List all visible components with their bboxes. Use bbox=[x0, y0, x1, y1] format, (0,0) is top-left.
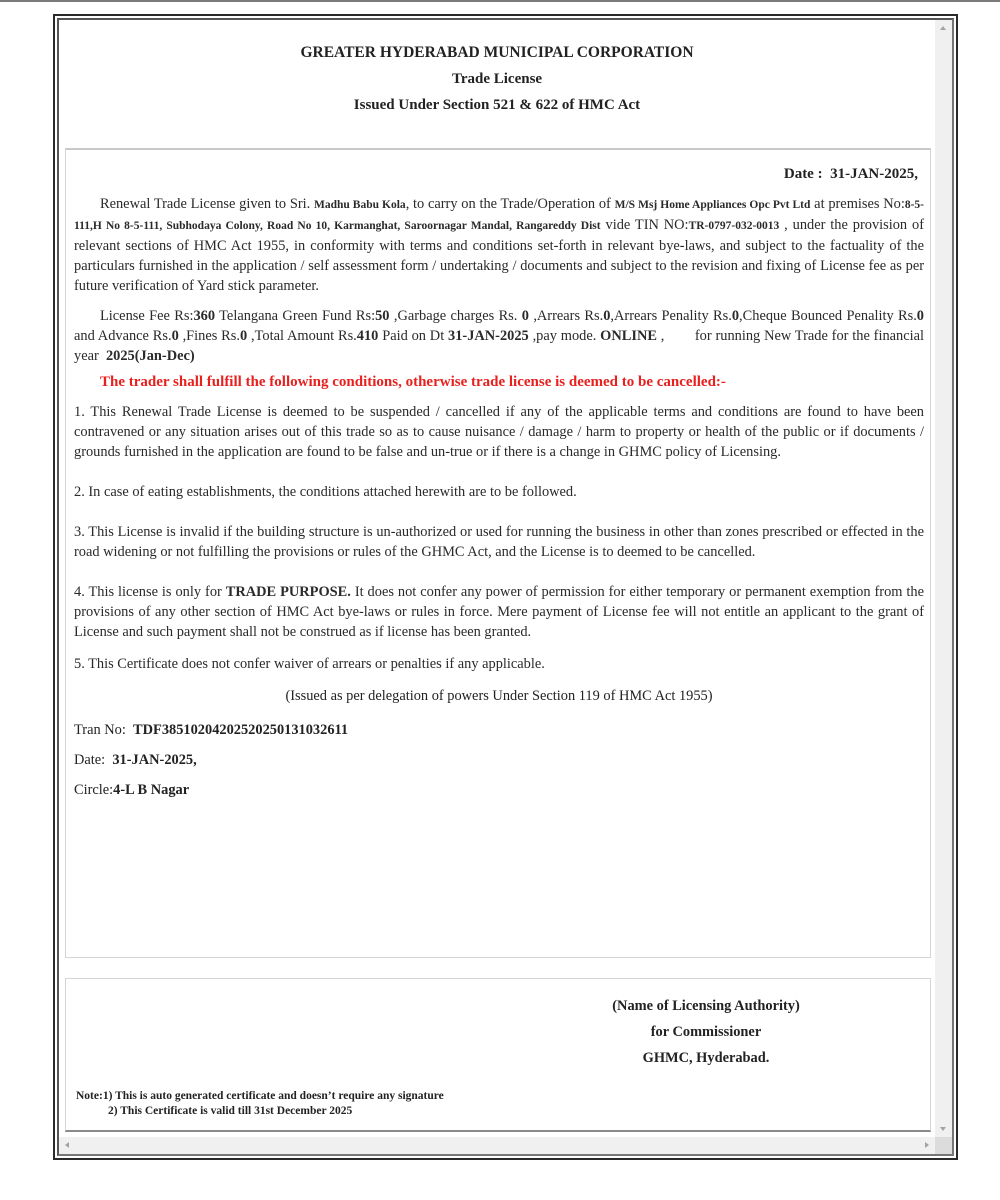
footnotes bbox=[76, 1089, 444, 1119]
condition-2: 2. In case of eating establishments, the conditions attached herewith are to be followed. bbox=[74, 484, 577, 500]
certificate-viewport bbox=[59, 20, 935, 1137]
text: and Advance Rs. bbox=[74, 328, 172, 344]
cheque-penalty: 0 bbox=[916, 308, 924, 324]
text: ,Fines Rs. bbox=[178, 328, 240, 344]
scroll-left-icon[interactable] bbox=[65, 1142, 69, 1148]
text: , for running New Trade for the financial year bbox=[74, 328, 928, 364]
text: , under the provision of relevant sections of HMC Act 1955, in conformity with terms and conditions set-forth in relevant bye-laws, and subject to the factuality of the particulars furnished in the application / self assessment form / undertaking / documents and subject to the revision and fixing of License fee as per future verification of Yard stick parameter. bbox=[74, 217, 924, 294]
meta-date bbox=[74, 750, 924, 770]
issue-date-value: 31-JAN-2025, bbox=[830, 166, 918, 182]
text: It does not confer any power of permission for either temporary or permanent exemption from the provisions of any other section of HMC Act bye-laws or rules in force. Mere payment of License fee will not entitle an applicant to the grant of License and such payment shall not be construed as if license has been granted. bbox=[74, 584, 925, 640]
authority-office: GHMC, Hyderabad. bbox=[642, 1050, 770, 1066]
license-paragraph bbox=[74, 194, 924, 296]
fines: 0 bbox=[239, 328, 248, 344]
transaction-number bbox=[74, 720, 924, 740]
text: 4. This license is only for bbox=[74, 584, 226, 600]
garbage-charges: 0 bbox=[521, 308, 529, 324]
financial-year: 2025(Jan-Dec) bbox=[105, 348, 195, 364]
firm-name: M/S Msj Home Appliances Opc Pvt Ltd bbox=[614, 199, 811, 211]
holder-name: Madhu Babu Kola bbox=[313, 199, 406, 211]
scroll-up-icon[interactable] bbox=[940, 26, 946, 30]
trade-purpose: TRADE PURPOSE. bbox=[225, 584, 351, 600]
condition-5: 5. This Certificate does not confer waiver of arrears or penalties if any applicable. bbox=[74, 656, 545, 672]
document-title: Trade License bbox=[451, 71, 543, 87]
circle-value: 4-L B Nagar bbox=[113, 782, 190, 798]
license-body bbox=[65, 148, 931, 958]
issue-date bbox=[74, 164, 924, 184]
text: ,Cheque Bounced Penality Rs. bbox=[739, 308, 917, 324]
tin-number: TR-0797-032-0013 bbox=[688, 220, 780, 232]
text: Paid on Dt bbox=[378, 328, 449, 344]
condition-4 bbox=[74, 582, 924, 642]
label: Tran No: bbox=[74, 722, 134, 738]
text: Telangana Green Fund Rs: bbox=[215, 308, 376, 324]
condition-3: 3. This License is invalid if the building structure is un-authorized or used for running the business in other than zones prescribed or effected in the road widening or not fulfilling the provisions or rules of the GHMC Act, and the License is to deemed to be cancelled. bbox=[74, 524, 924, 560]
text: ,Total Amount Rs. bbox=[247, 328, 357, 344]
issued-note: (Issued as per delegation of powers Under Section 119 of HMC Act 1955) bbox=[285, 688, 713, 704]
label: Circle: bbox=[74, 782, 114, 798]
pay-mode: ONLINE bbox=[600, 328, 657, 344]
premises-address: 8-5-111,H No 8-5-111, Subhodaya Colony, Road No 10, Karmanghat, Saroornagar Mandal, Rangareddy Dist bbox=[74, 199, 924, 232]
vertical-scrollbar[interactable] bbox=[935, 20, 952, 1137]
note-2: 2) This Certificate is valid till 31st December 2025 bbox=[108, 1105, 353, 1117]
advance: 0 bbox=[171, 328, 179, 344]
text: Renewal Trade License given to Sri. bbox=[100, 196, 314, 212]
scrollbar-corner bbox=[935, 1137, 952, 1154]
scroll-container bbox=[57, 18, 954, 1156]
certificate-header bbox=[59, 20, 935, 148]
green-fund: 50 bbox=[375, 308, 390, 324]
date-value: 31-JAN-2025, bbox=[112, 752, 197, 768]
arrears-penalty: 0 bbox=[731, 308, 740, 324]
text: at premises No: bbox=[810, 196, 905, 212]
org-title: GREATER HYDERABAD MUNICIPAL CORPORATION bbox=[300, 44, 694, 61]
signature-block bbox=[586, 993, 826, 1071]
authority-name: (Name of Licensing Authority) bbox=[612, 998, 800, 1014]
total-amount: 410 bbox=[356, 328, 379, 344]
note-1: Note:1) This is auto generated certificate and doesn’t require any signature bbox=[76, 1090, 444, 1102]
top-rule bbox=[0, 0, 1000, 2]
authority-for: for Commissioner bbox=[650, 1024, 762, 1040]
text: vide TIN NO: bbox=[600, 217, 689, 233]
cancellation-warning: The trader shall fulfill the following conditions, otherwise trade license is deemed to be cancelled:- bbox=[100, 374, 726, 390]
text: ,pay mode. bbox=[528, 328, 601, 344]
signature-section bbox=[65, 978, 931, 1132]
tran-no-value: TDF38510204202520250131032611 bbox=[133, 722, 349, 738]
issue-date-label: Date : bbox=[783, 166, 823, 182]
text: License Fee Rs: bbox=[100, 308, 194, 324]
scroll-right-icon[interactable] bbox=[925, 1142, 929, 1148]
label: Date: bbox=[74, 752, 113, 768]
certificate-frame bbox=[53, 14, 958, 1160]
paid-date: 31-JAN-2025 bbox=[448, 328, 529, 344]
horizontal-scrollbar[interactable] bbox=[59, 1137, 935, 1154]
text: , to carry on the Trade/Operation of bbox=[405, 196, 615, 212]
circle bbox=[74, 780, 924, 800]
arrears: 0 bbox=[603, 308, 611, 324]
scroll-down-icon[interactable] bbox=[940, 1127, 946, 1131]
document-subtitle: Issued Under Section 521 & 622 of HMC Act bbox=[353, 97, 641, 113]
license-fee: 360 bbox=[193, 308, 216, 324]
condition-1: 1. This Renewal Trade License is deemed to be suspended / cancelled if any of the applicable terms and conditions are found to have been contravened or any situation arises out of this trade so as to cause nuisance / damage / harm to property or health of the public or if documents / grounds furnished in the application are found to be false and un-true or if there is a change in GHMC policy of Licensing. bbox=[74, 404, 924, 460]
text: ,Arrears Rs. bbox=[528, 308, 604, 324]
fee-paragraph bbox=[74, 306, 928, 366]
text: ,Arrears Penality Rs. bbox=[610, 308, 732, 324]
text: ,Garbage charges Rs. bbox=[389, 308, 522, 324]
